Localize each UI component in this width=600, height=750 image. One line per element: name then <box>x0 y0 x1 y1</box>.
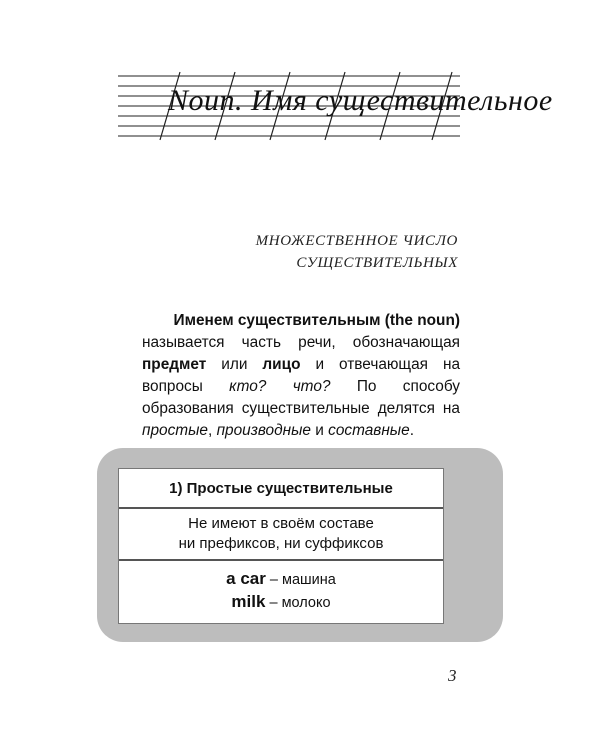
text-run: По способу образования существительные делятся на <box>142 378 460 417</box>
example-dash: – <box>265 572 282 588</box>
info-box-description <box>119 509 443 561</box>
type-derived: производные <box>216 422 311 439</box>
example-word: a car <box>226 569 266 588</box>
info-box-heading: 1) Простые существительные <box>119 469 443 509</box>
example-word: milk <box>231 592 266 611</box>
example-item <box>231 591 330 614</box>
text-run: и отвечающая на вопросы <box>142 356 460 395</box>
text-run: . <box>409 422 414 439</box>
section-subtitle <box>256 230 458 274</box>
keyword-litso: лицо <box>262 356 301 373</box>
example-dash: – <box>265 595 282 611</box>
type-simple: простые <box>142 422 208 439</box>
text-run: или <box>206 356 263 373</box>
keyword-predmet: предмет <box>142 356 207 373</box>
description-line-2: ни префиксов, ни суффиксов <box>178 535 384 552</box>
question-words: кто? что? <box>229 378 331 395</box>
text-run: , <box>208 422 217 439</box>
page-title: Noun. Имя существительное <box>168 84 553 117</box>
subtitle-line-1: МНОЖЕСТВЕННОЕ ЧИСЛО <box>255 233 458 249</box>
page-number: 3 <box>448 666 457 685</box>
type-compound: составные <box>328 422 410 439</box>
example-translation: молоко <box>281 595 331 611</box>
definition-term: Именем существительным (the noun) <box>173 312 460 329</box>
info-box <box>118 468 444 624</box>
info-box-examples <box>119 561 443 621</box>
example-item <box>226 568 336 591</box>
description-line-1: Не имеют в своём составе <box>188 515 374 532</box>
subtitle-line-2: СУЩЕСТВИТЕЛЬНЫХ <box>296 255 458 271</box>
text-run: и <box>310 422 329 439</box>
example-translation: машина <box>281 572 336 588</box>
definition-paragraph <box>142 310 460 442</box>
text-run: называется часть речи, обозначающая <box>142 334 460 351</box>
